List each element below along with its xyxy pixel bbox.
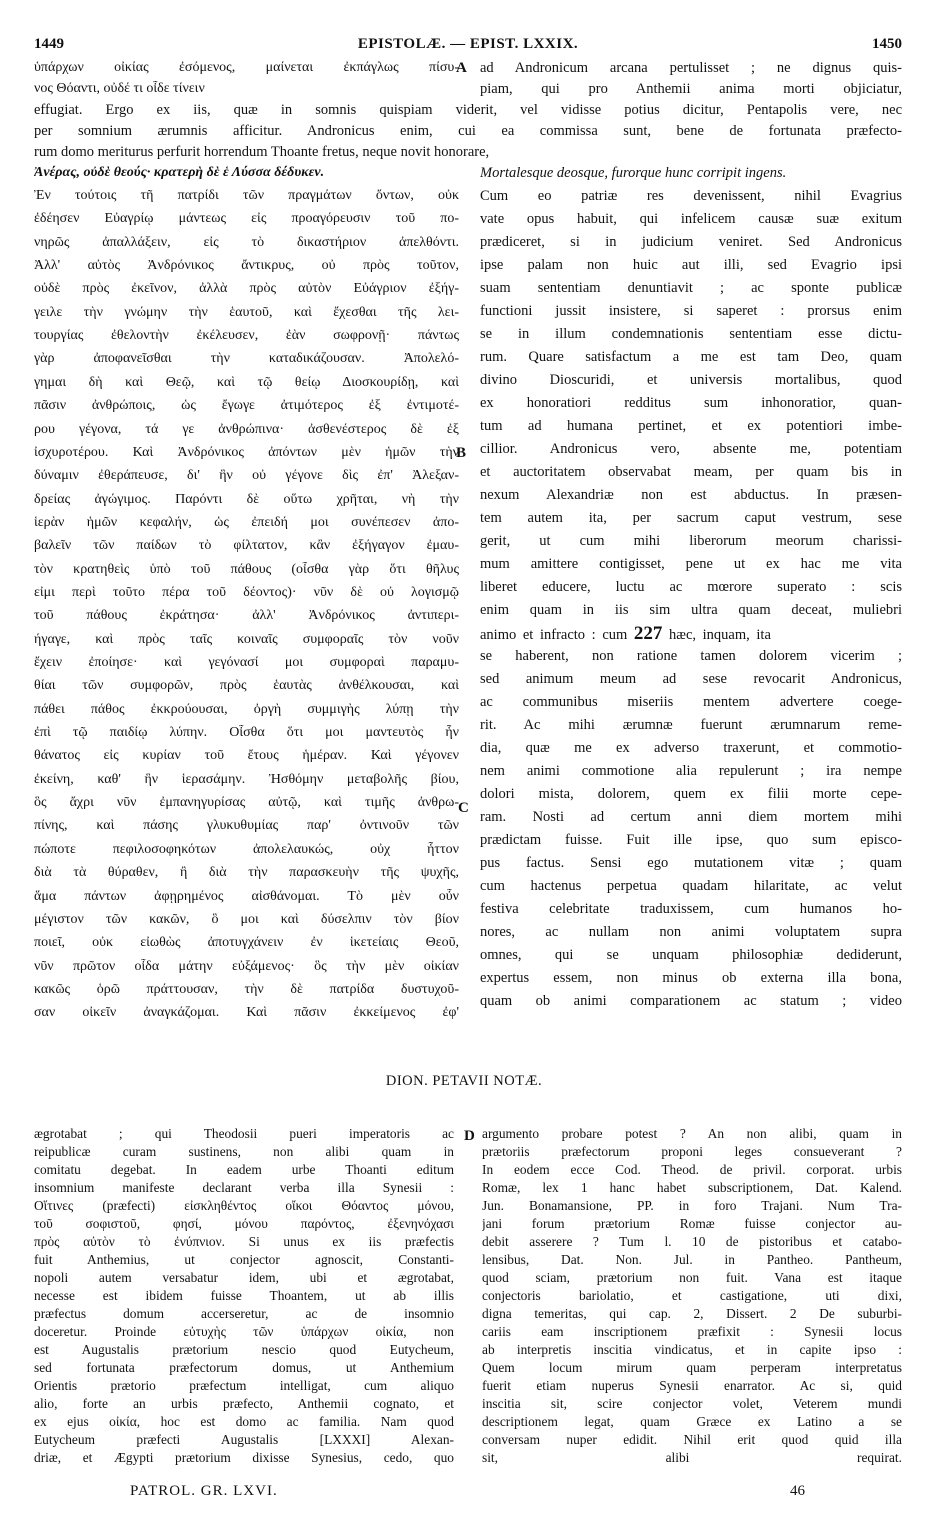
greek-line: τοῦ πάθους ἐκράτησα· ἀλλ' Ἀνδρόνικος ἀντιπερι- xyxy=(34,608,459,623)
greek-line: γημαι δὴ καὶ Θεῷ, καὶ τῷ θείῳ Διοσκουρίδῃ, καὶ xyxy=(34,375,459,390)
latin-line: tem autem ita, per sacrum caput vestrum, sese xyxy=(480,510,902,526)
latin-line: quam ob animi comparationem ac statum ; video xyxy=(480,993,902,1009)
greek-line: ρου γέγονα, τά γε ἀνθρώπινα· ἀσθενέστερος δὲ ἐξ xyxy=(34,422,459,437)
latin-line: pus factus. Sensi ego mutationem vitæ ; quam xyxy=(480,855,902,871)
footer-signature: 46 xyxy=(790,1483,805,1499)
note-line: debit asserere ? Tum l. 10 de pistoribus et catabo- xyxy=(482,1234,902,1249)
page-number-right: 1450 xyxy=(872,36,902,52)
latin-line: Cum eo patriæ res devenissent, nihil Evagrius xyxy=(480,188,902,204)
greek-line: βαλεῖν τῶν παίδων τὸ φίλτατον, κἂν ἐξήγαγον ἐμαυ- xyxy=(34,538,459,553)
page-number-left: 1449 xyxy=(34,36,64,52)
section-marker-d: D xyxy=(464,1128,475,1144)
greek-line: ἱερὰν ἡμῶν κεφαλήν, ὡς ἐπειδή μοι συνέπεσεν ἀπο- xyxy=(34,515,459,530)
greek-line: πάθει πάθος ἐκκρούουσαι, ὀργὴ συμμιγὴς λύπῃ τὴν xyxy=(34,702,459,717)
greek-line: δύναμιν ἐθεράπευσε, δι' ἣν οὐ γέγονε δὶς ἐπ' Ἀλεξαν- xyxy=(34,468,459,483)
greek-line: οὐδὲ πρὸς ἐκεῖνον, ἀλλὰ πρὸς αὐτὸν Εὐάγριον ἐξήγ- xyxy=(34,281,459,296)
greek-line: ἰσχυροτέρου. Καὶ Ἀνδρόνικος ἀπόντων μὲν ἡμῶν τὴν xyxy=(34,445,459,460)
note-line: argumento probare potest ? An non alibi, quam in xyxy=(482,1126,902,1141)
note-line: conjectoris bariolatio, et castigatione, uti dixi, xyxy=(482,1288,902,1303)
note-line: Eutycheum præfecti Augustalis [LXXXI] Alexan- xyxy=(34,1432,454,1447)
latin-line: mum amittere contigisset, pene ut ex hac me vita xyxy=(480,556,902,572)
greek-line: Ἐν τούτοις τῆ πατρίδι τῶν πραγμάτων ὄντων, οὐκ xyxy=(34,188,459,203)
latin-line: omnes, qui se unquam philosophiæ dediderunt, xyxy=(480,947,902,963)
latin-line: enim quam in iis sim ultra quam deceat, muliebri xyxy=(480,602,902,618)
note-line: sit, alibi requirat. xyxy=(482,1450,902,1465)
latin-line-text: hæc, inquam, ita xyxy=(662,627,771,643)
greek-line: νῦν πρῶτον οἶδα μάτην εὐξάμενος· ὃς τὴν μὲν οἰκίαν xyxy=(34,959,459,974)
note-line: comitatu degebat. In eadem urbe Thoanti editum xyxy=(34,1162,454,1177)
greek-line: τὸν κρατηθεὶς ὑπὸ τοῦ πάθους (οἶσθα γὰρ ὅτι θῆλυς xyxy=(34,562,459,577)
greek-line: νος Θόαντι, οὐδέ τι οἶδε τίνειν xyxy=(34,81,205,96)
section-marker-c: C xyxy=(458,800,469,816)
note-line: jani forum prætorium Romæ fuisse conjector au- xyxy=(482,1216,902,1231)
note-line: fuerit etiam nuperus Synesii enarrator. Ac si, quid xyxy=(482,1378,902,1393)
latin-line: festiva celebritate traduxissem, cum humanos ho- xyxy=(480,901,902,917)
greek-line: ὃς ἄχρι νῦν ἐμπανηγυρίσας αὐτῷ, καὶ τιμῆς ἀνθρω- xyxy=(34,795,459,810)
greek-line: πᾶσιν ἀνθρώποις, ὡς ἔγωγε ἀτιμότερος ἐξ ἐντιμοτέ- xyxy=(34,398,459,413)
latin-line: ac communibus miseriis mentem advertere coege- xyxy=(480,694,902,710)
latin-line: ex honoratiori redditus sum inhonoratior, quan- xyxy=(480,395,902,411)
latin-line: expertus essem, non minus ob externa illa bona, xyxy=(480,970,902,986)
greek-line: τουργίας ἐθελοντὴν ἐκέλευσεν, ἐὰν σωφρονῇ· πάντως xyxy=(34,328,459,343)
latin-line: divino Dioscuridi, et universis mortalibus, quod xyxy=(480,372,902,388)
note-line: prætoriis præfectorum proponi leges consueverant ? xyxy=(482,1144,902,1159)
latin-line: ipse palam non huic aut illi, sed Evagrio ipsi xyxy=(480,257,902,273)
latin-line xyxy=(480,623,902,645)
greek-line: ἐκείνη, καθ' ἣν ἱερασάμην. Ἠσθόμην μεταβολῆς βίου, xyxy=(34,772,459,787)
note-line: πρὸς αὐτὸν τὸ ἐνύπνιον. Si unus ex iis præfectis xyxy=(34,1234,454,1249)
greek-line: θίαι τῶν συμφορῶν, πρὸς ἑαυτὰς ἀνθέλκουσαι, καὶ xyxy=(34,678,459,693)
note-line: inscitia sit, scire conjector volet, Veterem mundi xyxy=(482,1396,902,1411)
note-line: ægrotabat ; qui Theodosii pueri imperatoris ac xyxy=(34,1126,454,1141)
greek-line: σαν οἰκεῖν ἀναγκάζομαι. Καὶ πᾶσιν ἐκκείμενος ἐφ' xyxy=(34,1005,459,1020)
section-marker-a: A xyxy=(456,60,467,76)
note-line: sed fortunata præfectorum domus, ut Anthemium xyxy=(34,1360,454,1375)
running-title: EPISTOLÆ. — EPIST. LXXIX. xyxy=(357,36,579,52)
note-line: reipublicæ curam sustinens, non alibi quam in xyxy=(34,1144,454,1159)
greek-line: εἰμι περὶ τοῦτο πέρα τοῦ δέοντος)· νῦν δὲ οὐ λογισμῷ xyxy=(34,585,459,600)
latin-line-text: animo et infracto : cum xyxy=(480,627,634,643)
note-line: doceretur. Proinde εὐτυχὴς τῶν ὑπάρχων οἰκία, non xyxy=(34,1324,454,1339)
note-line: Orientis prætorio præfectum intelligat, cum aliquo xyxy=(34,1378,454,1393)
note-line: Οἵτινες (præfecti) εἰσκληθέντος οἴκοι Θόαντος μόνου, xyxy=(34,1198,454,1213)
latin-line: ram. Nosti ad certum anni diem mortem mihi xyxy=(480,809,902,825)
latin-line: vate opus habuit, qui infelicem causæ suæ exitum xyxy=(480,211,902,227)
latin-line: se in illum condemnationis sententiam esse dictu- xyxy=(480,326,902,342)
note-line: Romæ, lex 1 hanc habet subscriptionem, Dat. Kalend. xyxy=(482,1180,902,1195)
greek-line: ὑπάρχων οἰκίας ἐσόμενος, μαίνεται ἐκπάγλως πίσυ- xyxy=(34,60,459,75)
footer-volume: PATROL. GR. LXVI. xyxy=(130,1483,278,1499)
latin-verse: Mortalesque deosque, furorque hunc corripit ingens. xyxy=(480,165,787,181)
note-line: cariis eam inscriptionem præfixit : Synesii locus xyxy=(482,1324,902,1339)
section-marker-b: B xyxy=(456,445,467,461)
note-line: ex ejus οἰκία, hoc est domo ac familia. Nam quod xyxy=(34,1414,454,1429)
greek-line: πίνης, καὶ πάσης γλυκυθυμίας παρ' ὀντινοῦν τῶν xyxy=(34,818,459,833)
column-number: 227 xyxy=(633,623,663,644)
full-width-line: rum domo meriturus perfurit horrendum Thoante fretus, neque novit honorare, xyxy=(34,144,490,160)
note-line: nopoli autem versabatur idem, ubi et ægrotabat, xyxy=(34,1270,454,1285)
greek-line: ἐδέησεν Εὐαγρίῳ μάντεως εἰς προαγόρευσιν τοῦ πο- xyxy=(34,211,459,226)
greek-line: ἐπὶ τῷ παιδίῳ λύπην. Οἶσθα ὅτι μοι μαντευτὸς ἦν xyxy=(34,725,459,740)
latin-line: prædiceret, si in judicium veniret. Sed Andronicus xyxy=(480,234,902,250)
note-line: Quem locum mirum quam perperam interpretatus xyxy=(482,1360,902,1375)
greek-line: ποιεῖ, οὐκ εἰωθὼς ἀποτυγχάνειν ἐν ἱκετείαις Θεοῦ, xyxy=(34,935,459,950)
latin-line: nores, ac nullam non animi voluptatem supra xyxy=(480,924,902,940)
latin-line: functioni jussit insistere, si saperet : prorsus enim xyxy=(480,303,902,319)
note-line: ab interpretis inscitia vindicatus, et in capite ipso : xyxy=(482,1342,902,1357)
latin-line: nexum Alexandriæ non est abductus. In præsen- xyxy=(480,487,902,503)
greek-line: διὰ τὰ θύραθεν, ἢ διὰ τὴν παρασκευὴν τῆς ψυχῆς, xyxy=(34,865,459,880)
greek-line: θάνατος εἰς κυρίαν τοῦ ἔτους ἡμέραν. Καὶ γέγονεν xyxy=(34,748,459,763)
greek-line: ἔχειν ἐποίησε· καὶ γεγόνασί μοι συμφοραὶ παραμυ- xyxy=(34,655,459,670)
latin-line: et auctoritatem observabat meam, per quam bis in xyxy=(480,464,902,480)
greek-line: ήγαγε, καὶ πρὸς ταῖς κοιναῖς συμφοραῖς τὸν νοῦν xyxy=(34,632,459,647)
latin-line: rit. Ac mihi ærumnæ fuerunt ærumnarum reme- xyxy=(480,717,902,733)
latin-line: tum ad humana pertinet, et ex potentiori imbe- xyxy=(480,418,902,434)
note-line: In eodem ecce Cod. Theod. de privil. corporat. urbis xyxy=(482,1162,902,1177)
full-width-line: per somnium ærumnis afficitur. Andronicus enim, cui ea commissa sunt, bene de fortunata præfecto- xyxy=(34,123,902,139)
greek-line: γειλε τὴν γνώμην τὴν ἑαυτοῦ, καὶ ἔχεσθαι τῆς λει- xyxy=(34,305,459,320)
greek-line: κακῶς ὁρῶ πράττουσαν, τὴν δὲ πατρίδα δυστυχοῦ- xyxy=(34,982,459,997)
note-line: driæ, et Ægypti prætorium dixisse Synesius, cedo, quo xyxy=(34,1450,454,1465)
latin-line: nem animi commotione alia repulerunt ; ira nempe xyxy=(480,763,902,779)
latin-line: ad Andronicum arcana pertulisset ; ne dignus quis- xyxy=(480,60,902,76)
latin-line: dolori mista, dolorem, quem ex filii morte cepe- xyxy=(480,786,902,802)
note-line: est Augustalis prætorium nescio quod Eutycheum, xyxy=(34,1342,454,1357)
latin-line: piam, qui pro Anthemii anima morti objiciatur, xyxy=(480,81,902,97)
latin-line: rum. Quare satisfactum a me est tam Deo, quam xyxy=(480,349,902,365)
latin-line: prædictam fuisse. Fuit ille ipse, quo sum episco- xyxy=(480,832,902,848)
greek-line: ἅμα πάντων ἀφῃρημένος αἰσθάνομαι. Τὸ μὲν οὖν xyxy=(34,889,459,904)
latin-line: sed animum meum ad sese revocarit Andronicus, xyxy=(480,671,902,687)
latin-line: cillior. Andronicus vero, absente me, potentiam xyxy=(480,441,902,457)
note-line: necesse est ibidem fuisse Thoantem, ut ab illis xyxy=(34,1288,454,1303)
note-line: insomnium manifeste declarant verba illa Synesii : xyxy=(34,1180,454,1195)
note-line: Jun. Bonamansione, PP. in foro Trajani. Num Tra- xyxy=(482,1198,902,1213)
note-line: conversam nuper edidit. Nihil erit quod quid illa xyxy=(482,1432,902,1447)
greek-verse: Ἀνέρας, οὐδὲ θεούς· κρατερὴ δὲ ἑ Λύσσα δέδυκεν. xyxy=(34,165,325,180)
greek-line: μέγιστον τῶν κακῶν, ὃ μοι καὶ δύσελπιν τὸν βίον xyxy=(34,912,459,927)
note-line: digna temeritas, qui cap. 2, Dissert. 2 De suburbi- xyxy=(482,1306,902,1321)
note-line: fuit Anthemius, ut conjector agnoscit, Constanti- xyxy=(34,1252,454,1267)
latin-line: cum hactenus perpetua quadam hilaritate, ac velut xyxy=(480,878,902,894)
latin-line: suam sententiam denuntiavit ; ac sponte publicæ xyxy=(480,280,902,296)
note-line: quod sciam, prætorium non fuit. Vana est itaque xyxy=(482,1270,902,1285)
note-line: lensibus, Dat. Non. Jul. in Pantheo. Pantheum, xyxy=(482,1252,902,1267)
greek-line: νηρῶς ἀπαλλάξειν, εἰς τὸ δικαστήριον ἀπελθόντι. xyxy=(34,235,459,250)
greek-line: Ἀλλ' αὐτὸς Ἀνδρόνικος ἄντικρυς, οὐ πρὸς τοῦτον, xyxy=(34,258,459,273)
note-line: descriptionem legat, quam Græce ex Latino a se xyxy=(482,1414,902,1429)
note-line: alio, forte an urbis præfecto, Anthemii cognato, et xyxy=(34,1396,454,1411)
notes-title: DION. PETAVII NOTÆ. xyxy=(385,1073,543,1089)
latin-line: se haberent, non ratione tamen dolorem vicerim ; xyxy=(480,648,902,664)
full-width-line: effugiat. Ergo ex iis, quæ in somnis quispiam viderit, vel vidisse potius dicitur, Pentapolis vere, nec xyxy=(34,102,902,118)
latin-line: dia, quæ me ex adverso traxerunt, et commotio- xyxy=(480,740,902,756)
greek-line: γὰρ ἀποφανεῖσθαι τὴν καταδικάζουσαν. Ἀπολελό- xyxy=(34,351,459,366)
latin-line: liberet educere, luctu ac mœrore superato : scis xyxy=(480,579,902,595)
greek-line: δρείας ἀγώγιμος. Παρόντι δὲ οὕτω χρῆται, νὴ τὴν xyxy=(34,492,459,507)
latin-line: gerit, ut cum mihi liberorum meorum charissi- xyxy=(480,533,902,549)
page-header xyxy=(34,36,902,56)
greek-line: πώποτε πεφιλοσοφηκότων ἀπολελαυκώς, οὐχ ἧττον xyxy=(34,842,459,857)
note-line: τοῦ σοφιστοῦ, φησί, μόνου παρόντος, ἐξενηνόχασι xyxy=(34,1216,454,1231)
note-line: præfectus domum accerseretur, ac de insomnio xyxy=(34,1306,454,1321)
